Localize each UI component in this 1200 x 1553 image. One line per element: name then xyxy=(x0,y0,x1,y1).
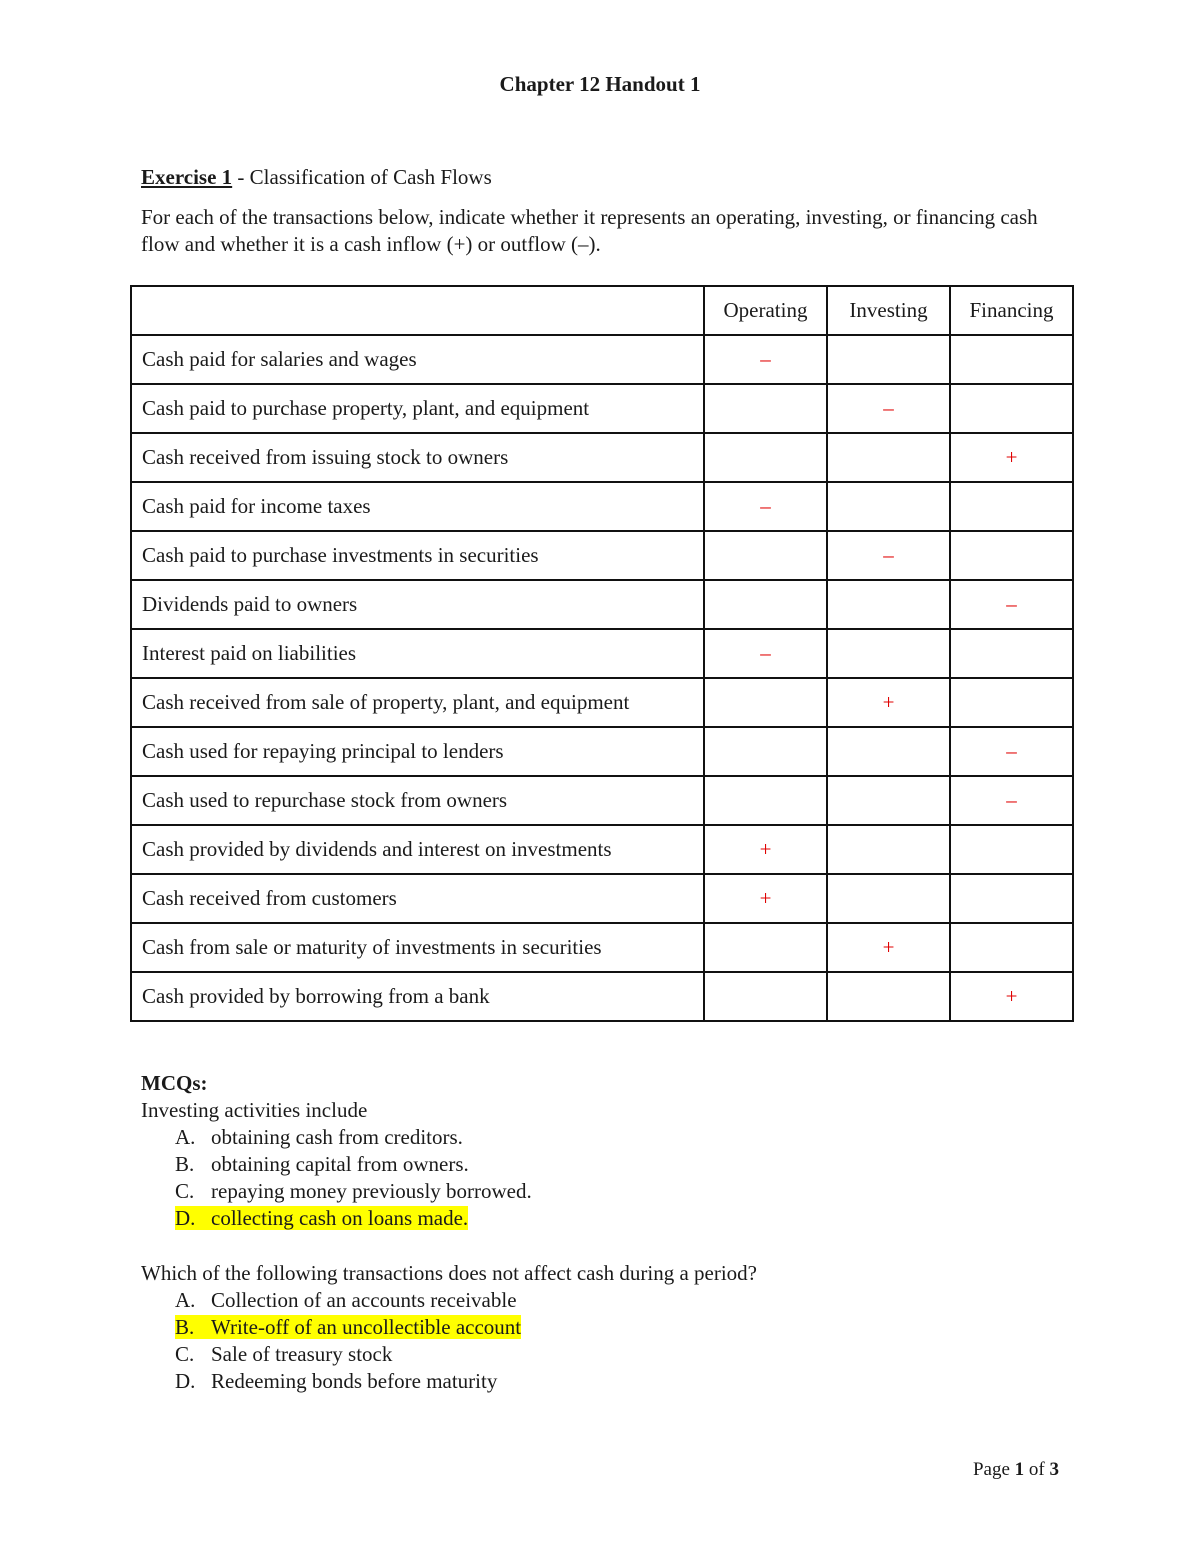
operating-cell: – xyxy=(704,482,827,531)
option-letter: D. xyxy=(175,1206,196,1230)
financing-cell: – xyxy=(950,580,1073,629)
option-letter: A. xyxy=(175,1125,196,1149)
footer-current-page: 1 xyxy=(1014,1459,1025,1480)
footer-of-word: of xyxy=(1028,1459,1045,1480)
investing-cell xyxy=(827,972,950,1021)
transaction-description: Cash paid to purchase property, plant, and equipment xyxy=(131,384,704,433)
table-row xyxy=(131,727,1073,776)
financing-cell xyxy=(950,923,1073,972)
exercise-instructions: For each of the transactions below, indicate whether it represents an operating, investing, or financing cash flow and whether it is a cash inflow (+) or outflow (–). xyxy=(141,205,1038,256)
option-text: Write-off of an uncollectible account xyxy=(211,1315,522,1339)
option-letter: D. xyxy=(175,1369,196,1393)
table-row xyxy=(131,629,1073,678)
operating-cell: – xyxy=(704,629,827,678)
investing-cell xyxy=(827,874,950,923)
mcq-heading: MCQs: xyxy=(141,1071,208,1095)
mcq-option xyxy=(141,1341,757,1368)
exercise-heading xyxy=(141,165,492,190)
financing-cell xyxy=(950,384,1073,433)
operating-cell: – xyxy=(704,335,827,384)
financing-cell xyxy=(950,335,1073,384)
option-letter: B. xyxy=(175,1152,195,1176)
table-row xyxy=(131,923,1073,972)
financing-cell: + xyxy=(950,433,1073,482)
footer-page-word: Page xyxy=(972,1459,1010,1480)
option-letter: A. xyxy=(175,1288,196,1312)
operating-cell: + xyxy=(704,874,827,923)
table-header-row xyxy=(131,286,1073,335)
operating-cell xyxy=(704,433,827,482)
transaction-description: Cash used to repurchase stock from owners xyxy=(131,776,704,825)
transaction-description: Cash provided by dividends and interest on investments xyxy=(131,825,704,874)
investing-cell: – xyxy=(827,531,950,580)
transaction-description: Cash from sale or maturity of investments in securities xyxy=(131,923,704,972)
mcq-question-2 xyxy=(141,1260,757,1395)
operating-cell xyxy=(704,923,827,972)
table-row xyxy=(131,874,1073,923)
financing-cell xyxy=(950,482,1073,531)
investing-cell xyxy=(827,727,950,776)
table-row xyxy=(131,825,1073,874)
question-text: Which of the following transactions does not affect cash during a period? xyxy=(141,1261,758,1285)
column-header-financing: Financing xyxy=(950,286,1073,335)
transaction-description: Cash received from issuing stock to owners xyxy=(131,433,704,482)
transaction-description: Cash paid for income taxes xyxy=(131,482,704,531)
transaction-description: Cash paid to purchase investments in securities xyxy=(131,531,704,580)
exercise-topic: Classification of Cash Flows xyxy=(249,165,492,189)
option-text: Collection of an accounts receivable xyxy=(211,1288,517,1312)
operating-cell xyxy=(704,972,827,1021)
footer-total-pages: 3 xyxy=(1049,1459,1059,1480)
mcq-option xyxy=(141,1205,532,1232)
exercise-label: Exercise 1 xyxy=(141,165,233,189)
option-text: repaying money previously borrowed. xyxy=(211,1179,532,1203)
investing-cell xyxy=(827,335,950,384)
financing-cell: + xyxy=(950,972,1073,1021)
investing-cell: – xyxy=(827,384,950,433)
mcq-option xyxy=(141,1124,532,1151)
option-text: collecting cash on loans made. xyxy=(211,1206,469,1230)
table-row xyxy=(131,580,1073,629)
financing-cell xyxy=(950,531,1073,580)
option-list xyxy=(141,1287,757,1395)
table-row xyxy=(131,678,1073,727)
cash-flow-table xyxy=(130,285,1074,1022)
table-row xyxy=(131,531,1073,580)
table-row xyxy=(131,972,1073,1021)
mcq-option xyxy=(141,1287,757,1314)
question-text: Investing activities include xyxy=(141,1098,368,1122)
column-header-investing: Investing xyxy=(827,286,950,335)
transaction-description: Cash provided by borrowing from a bank xyxy=(131,972,704,1021)
transaction-description: Cash used for repaying principal to lenders xyxy=(131,727,704,776)
investing-cell xyxy=(827,580,950,629)
transaction-description: Interest paid on liabilities xyxy=(131,629,704,678)
exercise-separator: - xyxy=(232,165,250,189)
operating-cell xyxy=(704,776,827,825)
financing-cell xyxy=(950,629,1073,678)
transaction-description: Dividends paid to owners xyxy=(131,580,704,629)
investing-cell xyxy=(827,825,950,874)
financing-cell: – xyxy=(950,727,1073,776)
financing-cell xyxy=(950,874,1073,923)
option-letter: C. xyxy=(175,1342,195,1366)
mcq-option xyxy=(141,1314,757,1341)
table-row xyxy=(131,335,1073,384)
investing-cell xyxy=(827,629,950,678)
investing-cell xyxy=(827,776,950,825)
column-header-operating: Operating xyxy=(704,286,827,335)
investing-cell: + xyxy=(827,923,950,972)
option-letter: B. xyxy=(175,1315,195,1339)
operating-cell xyxy=(704,727,827,776)
option-list xyxy=(141,1124,532,1232)
transaction-description: Cash received from customers xyxy=(131,874,704,923)
page-title: Chapter 12 Handout 1 xyxy=(499,72,701,96)
transaction-description: Cash received from sale of property, plant, and equipment xyxy=(131,678,704,727)
table-row xyxy=(131,482,1073,531)
financing-cell: – xyxy=(950,776,1073,825)
option-text: Redeeming bonds before maturity xyxy=(211,1369,498,1393)
mcq-option xyxy=(141,1178,532,1205)
table-row xyxy=(131,384,1073,433)
operating-cell xyxy=(704,678,827,727)
transaction-description: Cash paid for salaries and wages xyxy=(131,335,704,384)
operating-cell xyxy=(704,384,827,433)
mcq-option xyxy=(141,1368,757,1395)
investing-cell xyxy=(827,482,950,531)
financing-cell xyxy=(950,825,1073,874)
option-text: obtaining capital from owners. xyxy=(211,1152,469,1176)
table-row xyxy=(131,433,1073,482)
financing-cell xyxy=(950,678,1073,727)
option-letter: C. xyxy=(175,1179,195,1203)
option-text: Sale of treasury stock xyxy=(211,1342,393,1366)
operating-cell xyxy=(704,580,827,629)
mcq-question-1 xyxy=(141,1097,532,1232)
table-row xyxy=(131,776,1073,825)
option-text: obtaining cash from creditors. xyxy=(211,1125,463,1149)
header-blank-cell xyxy=(131,286,704,335)
operating-cell: + xyxy=(704,825,827,874)
mcq-option xyxy=(141,1151,532,1178)
operating-cell xyxy=(704,531,827,580)
page-footer xyxy=(973,1459,1059,1481)
investing-cell xyxy=(827,433,950,482)
investing-cell: + xyxy=(827,678,950,727)
